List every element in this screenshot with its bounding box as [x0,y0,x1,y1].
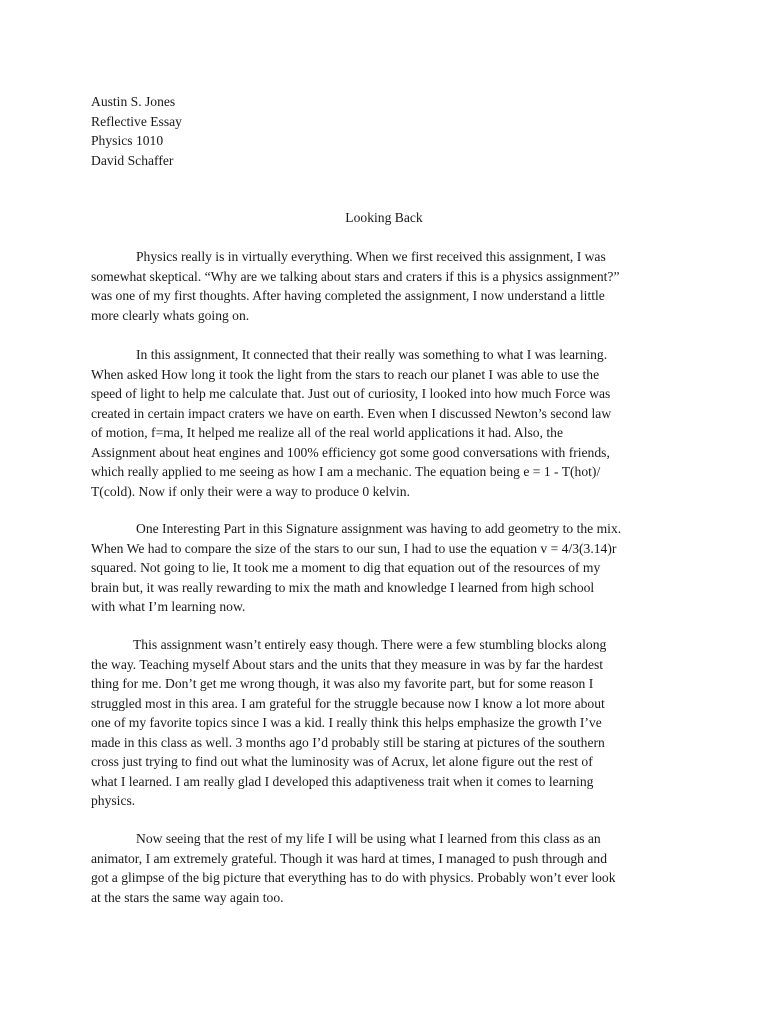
paragraph-line: more clearly whats going on. [91,307,250,323]
paragraph-line: struggled most in this area. I am grateful for the struggle because now I know a lot more about [91,695,605,711]
paragraph-line: what I learned. I am really glad I developed this adaptiveness trait when it comes to learning [91,773,594,789]
paragraph-line: Assignment about heat engines and 100% efficiency got some good conversations with friends, [91,444,610,460]
paragraph-line: In this assignment, It connected that their really was something to what I was learning. [136,347,608,362]
paragraph-line: speed of light to help me calculate that. Just out of curiosity, I looked into how much Force was [91,386,611,401]
paragraph-line: made in this class as well. 3 months ago I’d probably still be staring at pictures of the southern [91,734,605,750]
paragraph-line: with what I’m learning now. [91,599,246,614]
paragraph-line: which really applied to me seeing as how I am a mechanic. The equation being e = 1 - T(hot)/ [91,464,601,479]
paragraph-line: When We had to compare the size of the stars to our sun, I had to use the equation v = 4/3(3.14)r [91,540,617,556]
paragraph-line: cross just trying to find out what the luminosity was of Acrux, let alone figure out the rest of [91,754,593,769]
paragraph-1 [91,247,676,325]
paragraph-line: was one of my first thoughts. After having completed the assignment, I now understand a little [91,288,605,303]
paragraph-line: physics. [91,793,136,808]
paragraph-line: One Interesting Part in this Signature assignment was having to add geometry to the mix. [136,521,622,536]
paragraph-line: brain but, it was really rewarding to mix the math and knowledge I learned from high school [91,579,595,595]
course-name: Physics 1010 [91,133,164,148]
paragraph-line: animator, I am extremely grateful. Though it was hard at times, I managed to push through and [91,850,608,866]
paragraph-line: thing for me. Don’t get me wrong though, it was also my favorite part, but for some reason I [91,676,594,691]
essay-header [91,92,182,170]
paragraph-line: When asked How long it took the light from the stars to reach our planet I was able to use the [91,366,600,382]
paragraph-line: at the stars the same way again too. [91,889,284,905]
paragraph-line: got a glimpse of the big picture that everything has to do with physics. Probably won’t ever look [91,870,616,885]
instructor-name: David Schaffer [91,152,174,168]
paragraph-line: of motion, f=ma, It helped me realize all of the real world applications it had. Also, the [91,425,563,440]
paragraph-line: squared. Not going to lie, It took me a moment to dig that equation out of the resources of my [91,560,601,575]
document-type: Reflective Essay [91,113,182,129]
paragraph-line: the way. Teaching myself About stars and the units that they measure in was by far the hardest [91,656,604,672]
paragraph-4 [91,635,676,811]
paragraph-line: somewhat skeptical. “Why are we talking about stars and craters if this is a physics assignment?” [91,268,620,284]
paragraph-5 [91,829,676,907]
paragraph-line: Now seeing that the rest of my life I will be using what I learned from this class as an [136,831,601,846]
paragraph-2 [91,345,676,501]
paragraph-line: one of my favorite topics since I was a kid. I really think this helps emphasize the growth I’ve [91,715,602,730]
essay-title: Looking Back [345,210,423,225]
paragraph-line: created in certain impact craters we have on earth. Even when I discussed Newton’s second law [91,405,612,421]
paragraph-line: This assignment wasn’t entirely easy though. There were a few stumbling blocks along [133,637,607,652]
author-name: Austin S. Jones [91,94,176,109]
paragraph-3 [91,519,676,617]
paragraph-line: Physics really is in virtually everything. When we first received this assignment, I was [136,249,606,264]
paragraph-line: T(cold). Now if only their were a way to produce 0 kelvin. [91,483,410,499]
